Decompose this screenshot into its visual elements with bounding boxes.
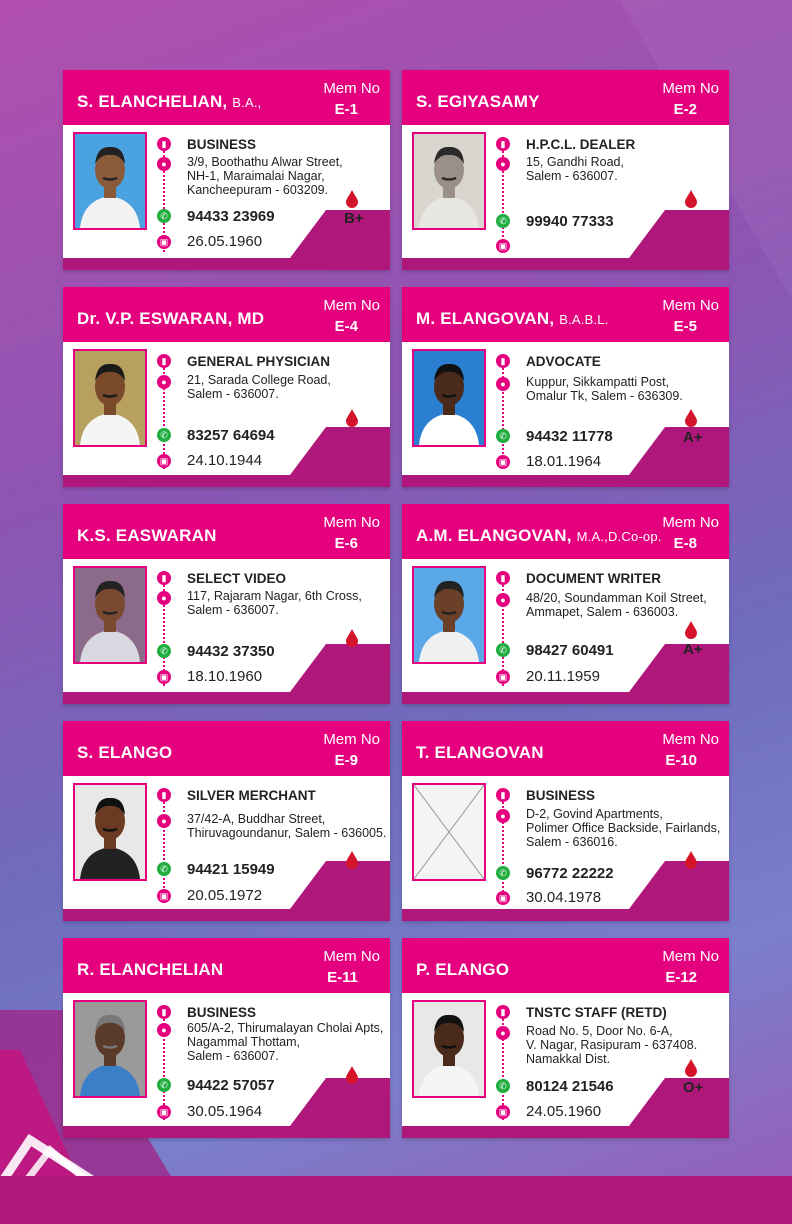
blood-group: O+ xyxy=(683,1079,704,1096)
member-name: M. ELANGOVAN, B.A.B.L. xyxy=(416,309,609,328)
mem-no-value: E-1 xyxy=(334,101,358,118)
address-line: D-2, Govind Apartments, xyxy=(526,807,663,821)
member-photo xyxy=(412,1000,486,1098)
blood-drop-icon xyxy=(345,851,359,869)
phone-number[interactable]: 94433 23969 xyxy=(187,208,275,225)
calendar-icon: ▣ xyxy=(157,1105,171,1119)
member-card xyxy=(63,504,390,704)
corner-accent xyxy=(290,644,390,692)
mem-no-value: E-6 xyxy=(334,535,358,552)
mem-no-label: Mem No xyxy=(323,948,380,965)
card-footer xyxy=(63,909,390,921)
occupation: H.P.C.L. DEALER xyxy=(526,137,636,152)
member-photo xyxy=(73,349,147,447)
whatsapp-icon: ✆ xyxy=(157,428,171,442)
calendar-icon: ▣ xyxy=(496,1105,510,1119)
occupation: BUSINESS xyxy=(526,788,596,803)
date-of-birth: 18.01.1964 xyxy=(526,453,602,470)
calendar-icon: ▣ xyxy=(157,670,171,684)
blood-group: B+ xyxy=(344,210,364,227)
calendar-icon: ▣ xyxy=(496,239,510,253)
whatsapp-icon: ✆ xyxy=(496,214,510,228)
corner-accent xyxy=(629,427,729,475)
card-footer xyxy=(402,1126,729,1138)
member-photo xyxy=(412,349,486,447)
member-name: P. ELANGO xyxy=(416,960,510,979)
card-footer xyxy=(402,692,729,704)
address-line: Road No. 5, Door No. 6-A, xyxy=(526,1024,673,1038)
mem-no-value: E-2 xyxy=(673,101,697,118)
mem-no-label: Mem No xyxy=(662,297,719,314)
location-pin-icon: ● xyxy=(157,814,171,828)
member-photo xyxy=(412,132,486,230)
card-footer xyxy=(402,909,729,921)
mem-no-value: E-10 xyxy=(665,752,697,769)
member-photo xyxy=(73,566,147,664)
corner-accent xyxy=(629,644,729,692)
card-footer xyxy=(63,692,390,704)
mem-no-label: Mem No xyxy=(323,514,380,531)
address-block xyxy=(187,155,343,197)
briefcase-icon: ▮ xyxy=(496,137,510,151)
location-pin-icon: ● xyxy=(496,1026,510,1040)
address-line: Kuppur, Sikkampatti Post, xyxy=(526,375,670,389)
briefcase-icon: ▮ xyxy=(157,571,171,585)
date-of-birth: 24.05.1960 xyxy=(526,1103,602,1120)
whatsapp-icon: ✆ xyxy=(157,209,171,223)
address-line: Salem - 636007. xyxy=(187,603,279,617)
mem-no-label: Mem No xyxy=(662,514,719,531)
member-name: S. ELANCHELIAN, B.A., xyxy=(77,92,262,111)
briefcase-icon: ▮ xyxy=(157,788,171,802)
date-of-birth: 18.10.1960 xyxy=(187,668,263,685)
mem-no-value: E-8 xyxy=(673,535,697,552)
address-line: Salem - 636016. xyxy=(526,835,618,849)
whatsapp-icon: ✆ xyxy=(157,1078,171,1092)
date-of-birth: 20.05.1972 xyxy=(187,887,263,904)
mem-no-value: E-12 xyxy=(665,969,697,986)
address-line: Salem - 636007. xyxy=(187,1049,279,1063)
phone-number[interactable]: 94421 15949 xyxy=(187,861,275,878)
phone-number[interactable]: 94422 57057 xyxy=(187,1077,275,1094)
blood-drop-icon xyxy=(345,1066,359,1084)
address-line: 21, Sarada College Road, xyxy=(187,373,331,387)
location-pin-icon: ● xyxy=(496,157,510,171)
whatsapp-icon: ✆ xyxy=(157,644,171,658)
phone-number[interactable]: 83257 64694 xyxy=(187,427,275,444)
address-line: 15, Gandhi Road, xyxy=(526,155,624,169)
member-degree: M.A.,D.Co-op. xyxy=(576,529,662,544)
member-photo xyxy=(73,783,147,881)
member-card xyxy=(402,70,729,270)
occupation: ADVOCATE xyxy=(526,354,601,369)
member-name: T. ELANGOVAN xyxy=(416,743,544,762)
member-name: S. EGIYASAMY xyxy=(416,92,540,111)
member-card xyxy=(402,721,729,921)
blood-group: A+ xyxy=(683,641,703,658)
blood-drop-icon xyxy=(345,409,359,427)
mem-no-label: Mem No xyxy=(323,80,380,97)
address-line: 605/A-2, Thirumalayan Cholai Apts, xyxy=(187,1021,384,1035)
briefcase-icon: ▮ xyxy=(496,788,510,802)
address-line: Salem - 636007. xyxy=(187,387,279,401)
blood-drop-icon xyxy=(684,851,698,869)
location-pin-icon: ● xyxy=(496,809,510,823)
card-footer xyxy=(402,258,729,270)
member-card xyxy=(402,287,729,487)
mem-no-label: Mem No xyxy=(323,297,380,314)
address-line: Polimer Office Backside, Fairlands, xyxy=(526,821,721,835)
occupation: GENERAL PHYSICIAN xyxy=(187,354,331,369)
location-pin-icon: ● xyxy=(157,375,171,389)
occupation: TNSTC STAFF (RETD) xyxy=(526,1005,667,1020)
address-line: Thiruvagoundanur, Salem - 636005. xyxy=(187,826,387,840)
member-card xyxy=(402,504,729,704)
date-of-birth: 30.05.1964 xyxy=(187,1103,263,1120)
address-block xyxy=(187,1021,383,1063)
address-line: Namakkal Dist. xyxy=(526,1052,611,1066)
phone-number[interactable]: 99940 77333 xyxy=(526,213,614,230)
member-card xyxy=(63,721,390,921)
calendar-icon: ▣ xyxy=(496,891,510,905)
mem-no-label: Mem No xyxy=(323,731,380,748)
occupation: DOCUMENT WRITER xyxy=(526,571,661,586)
occupation: SELECT VIDEO xyxy=(187,571,287,586)
briefcase-icon: ▮ xyxy=(157,1005,171,1019)
address-line: Salem - 636007. xyxy=(526,169,618,183)
blood-group: A+ xyxy=(683,429,703,446)
phone-number[interactable]: 96772 22222 xyxy=(526,865,614,882)
member-card xyxy=(63,287,390,487)
briefcase-icon: ▮ xyxy=(496,354,510,368)
member-degree: B.A., xyxy=(232,95,262,110)
briefcase-icon: ▮ xyxy=(496,571,510,585)
card-footer xyxy=(402,475,729,487)
calendar-icon: ▣ xyxy=(157,454,171,468)
corner-accent xyxy=(290,427,390,475)
address-block xyxy=(526,591,707,619)
address-line: Omalur Tk, Salem - 636309. xyxy=(526,389,683,403)
occupation: SILVER MERCHANT xyxy=(187,788,316,803)
date-of-birth: 26.05.1960 xyxy=(187,233,263,250)
mem-no-value: E-9 xyxy=(334,752,358,769)
mem-no-label: Mem No xyxy=(662,80,719,97)
location-pin-icon: ● xyxy=(157,591,171,605)
address-block xyxy=(526,375,683,403)
whatsapp-icon: ✆ xyxy=(496,429,510,443)
whatsapp-icon: ✆ xyxy=(157,862,171,876)
whatsapp-icon: ✆ xyxy=(496,866,510,880)
member-card xyxy=(63,70,390,270)
blood-drop-icon xyxy=(684,1059,698,1077)
mem-no-label: Mem No xyxy=(662,948,719,965)
location-pin-icon: ● xyxy=(157,157,171,171)
member-photo xyxy=(412,566,486,664)
calendar-icon: ▣ xyxy=(157,889,171,903)
address-block xyxy=(187,812,386,840)
member-photo xyxy=(73,132,147,230)
phone-number[interactable]: 80124 21546 xyxy=(526,1078,614,1095)
phone-number[interactable]: 98427 60491 xyxy=(526,642,614,659)
address-line: Ammapet, Salem - 636003. xyxy=(526,605,679,619)
calendar-icon: ▣ xyxy=(496,670,510,684)
corner-accent xyxy=(629,1078,729,1126)
briefcase-icon: ▮ xyxy=(496,1005,510,1019)
calendar-icon: ▣ xyxy=(157,235,171,249)
whatsapp-icon: ✆ xyxy=(496,643,510,657)
address-line: V. Nagar, Rasipuram - 637408. xyxy=(526,1038,698,1052)
corner-accent xyxy=(629,210,729,258)
location-pin-icon: ● xyxy=(157,1023,171,1037)
address-line: Nagammal Thottam, xyxy=(187,1035,301,1049)
member-name: Dr. V.P. ESWARAN, MD xyxy=(77,309,265,328)
briefcase-icon: ▮ xyxy=(157,137,171,151)
address-line: Kancheepuram - 603209. xyxy=(187,183,329,197)
member-photo xyxy=(73,1000,147,1098)
date-of-birth: 20.11.1959 xyxy=(526,668,600,685)
member-card xyxy=(402,938,729,1138)
date-of-birth: 24.10.1944 xyxy=(187,452,263,469)
card-footer xyxy=(63,475,390,487)
address-line: 3/9, Boothathu Alwar Street, xyxy=(187,155,343,169)
card-footer xyxy=(63,1126,390,1138)
blood-drop-icon xyxy=(345,629,359,647)
photo-placeholder xyxy=(412,783,486,881)
date-of-birth: 30.04.1978 xyxy=(526,889,602,906)
address-block xyxy=(526,155,624,183)
occupation: BUSINESS xyxy=(187,1005,257,1020)
location-pin-icon: ● xyxy=(496,593,510,607)
member-name: A.M. ELANGOVAN, M.A.,D.Co-op. xyxy=(416,526,662,545)
phone-number[interactable]: 94432 37350 xyxy=(187,643,275,660)
address-line: 48/20, Soundamman Koil Street, xyxy=(526,591,707,605)
blood-drop-icon xyxy=(684,621,698,639)
member-card xyxy=(63,938,390,1138)
mem-no-value: E-4 xyxy=(334,318,358,335)
member-name: R. ELANCHELIAN xyxy=(77,960,224,979)
whatsapp-icon: ✆ xyxy=(496,1079,510,1093)
mem-no-value: E-5 xyxy=(673,318,697,335)
occupation: BUSINESS xyxy=(187,137,257,152)
corner-accent xyxy=(290,210,390,258)
blood-drop-icon xyxy=(684,190,698,208)
address-line: 117, Rajaram Nagar, 6th Cross, xyxy=(187,589,362,603)
calendar-icon: ▣ xyxy=(496,455,510,469)
address-line: 37/42-A, Buddhar Street, xyxy=(187,812,326,826)
mem-no-label: Mem No xyxy=(662,731,719,748)
corner-accent xyxy=(290,861,390,909)
phone-number[interactable]: 94432 11778 xyxy=(526,428,613,445)
member-name: S. ELANGO xyxy=(77,743,173,762)
blood-drop-icon xyxy=(345,190,359,208)
address-block xyxy=(187,373,331,401)
address-block xyxy=(526,807,720,849)
corner-accent xyxy=(629,861,729,909)
card-footer xyxy=(63,258,390,270)
address-block xyxy=(526,1024,697,1066)
member-degree: B.A.B.L. xyxy=(559,312,609,327)
mem-no-value: E-11 xyxy=(327,969,358,986)
address-line: NH-1, Maraimalai Nagar, xyxy=(187,169,325,183)
briefcase-icon: ▮ xyxy=(157,354,171,368)
blood-drop-icon xyxy=(684,409,698,427)
address-block xyxy=(187,589,362,617)
location-pin-icon: ● xyxy=(496,377,510,391)
corner-accent xyxy=(290,1078,390,1126)
member-name: K.S. EASWARAN xyxy=(77,526,217,545)
